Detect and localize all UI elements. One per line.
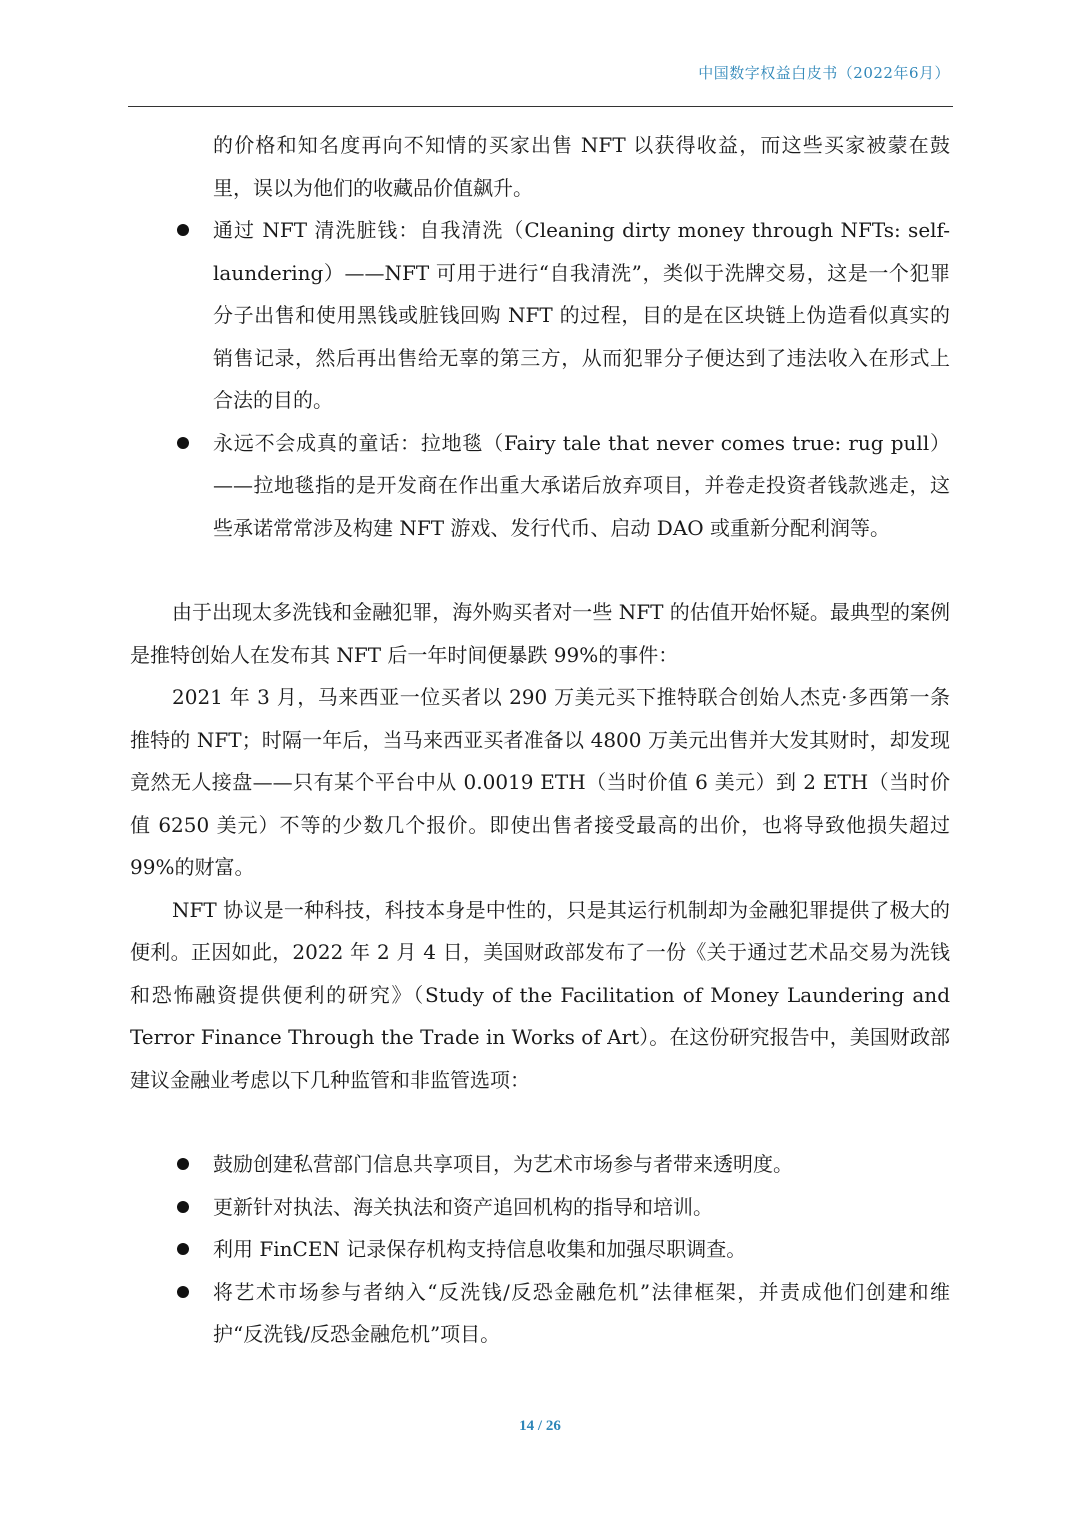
paragraph: NFT 协议是一种科技，科技本身是中性的，只是其运行机制却为金融犯罪提供了极大的便利。正因如此，2022 年 2 月 4 日，美国财政部发布了一份《关于通过艺术品交易为洗钱和恐怖融资提供便利的研究》（Study of the Facilitation of Money Laundering and Terror Finance Through the Trade in Works of Art）。在这份研究报告中，美国财政部建议金融业考虑以下几种监管和非监管选项： xyxy=(130,897,950,1092)
list-item xyxy=(130,422,950,550)
bullet-icon xyxy=(177,1201,189,1213)
paragraph: 由于出现太多洗钱和金融犯罪，海外购买者对一些 NFT 的估值开始怀疑。最典型的案例是推特创始人在发布其 NFT 后一年时间便暴跌 99%的事件： xyxy=(130,600,950,667)
list-item-text: 将艺术市场参与者纳入“反洗钱/反恐金融危机”法律框架，并责成他们创建和维护“反洗钱/反恐金融危机”项目。 xyxy=(213,1279,950,1346)
list-item-text: 鼓励创建私营部门信息共享项目，为艺术市场参与者带来透明度。 xyxy=(213,1152,793,1176)
bullet-icon xyxy=(177,224,189,236)
page-number: 14 / 26 xyxy=(519,1418,561,1434)
list-item-text: 更新针对执法、海关执法和资产追回机构的指导和培训。 xyxy=(213,1194,713,1219)
list-item xyxy=(130,1271,950,1356)
page-header-title: 中国数字权益白皮书（2022年6月） xyxy=(698,64,950,82)
list-item-text: 永远不会成真的童话：拉地毯（Fairy tale that never comes true: rug pull）——拉地毯指的是开发商在作出重大承诺后放弃项目，并卷走投资者钱款逃走，这些承诺常常涉及构建 NFT 游戏、发行代币、启动 DAO 或重新分配利润等。 xyxy=(213,430,950,540)
bullet-icon xyxy=(177,1158,189,1170)
list-item xyxy=(130,209,950,422)
list-item xyxy=(130,1186,950,1229)
header-divider xyxy=(128,106,953,107)
list-item xyxy=(130,1143,950,1186)
list-item xyxy=(130,1228,950,1271)
list-item-text: 利用 FinCEN 记录保存机构支持信息收集和加强尽职调查。 xyxy=(213,1237,747,1261)
bullet-icon xyxy=(177,1286,189,1298)
list-item-text: 通过 NFT 清洗脏钱：自我清洗（Cleaning dirty money through NFTs: self-laundering）——NFT 可用于进行“自我清洗”，类似于洗牌交易，这是一个犯罪分子出售和使用黑钱或脏钱回购 NFT 的过程，目的是在区块链上伪造看似真实的销售记录，然后再出售给无辜的第三方，从而犯罪分子便达到了违法收入在形式上合法的目的。 xyxy=(213,218,950,412)
document-body xyxy=(130,124,950,1356)
intro-continuation: 的价格和知名度再向不知情的买家出售 NFT 以获得收益，而这些买家被蒙在鼓里，误以为他们的收藏品价值飙升。 xyxy=(213,133,950,200)
spacer xyxy=(130,549,950,591)
bullet-icon xyxy=(177,437,189,449)
paragraph: 2021 年 3 月，马来西亚一位买者以 290 万美元买下推特联合创始人杰克·多西第一条推特的 NFT；时隔一年后，当马来西亚买者准备以 4800 万美元出售并大发其财时，却发现竟然无人接盘——只有某个平台中从 0.0019 ETH（当时价值 6 美元）到 2 ETH（当时价值 6250 美元）不等的少数几个报价。即使出售者接受最高的出价，也将导致他损失超过 99%的财富。 xyxy=(130,685,950,879)
spacer xyxy=(130,1101,950,1143)
bullet-icon xyxy=(177,1243,189,1255)
